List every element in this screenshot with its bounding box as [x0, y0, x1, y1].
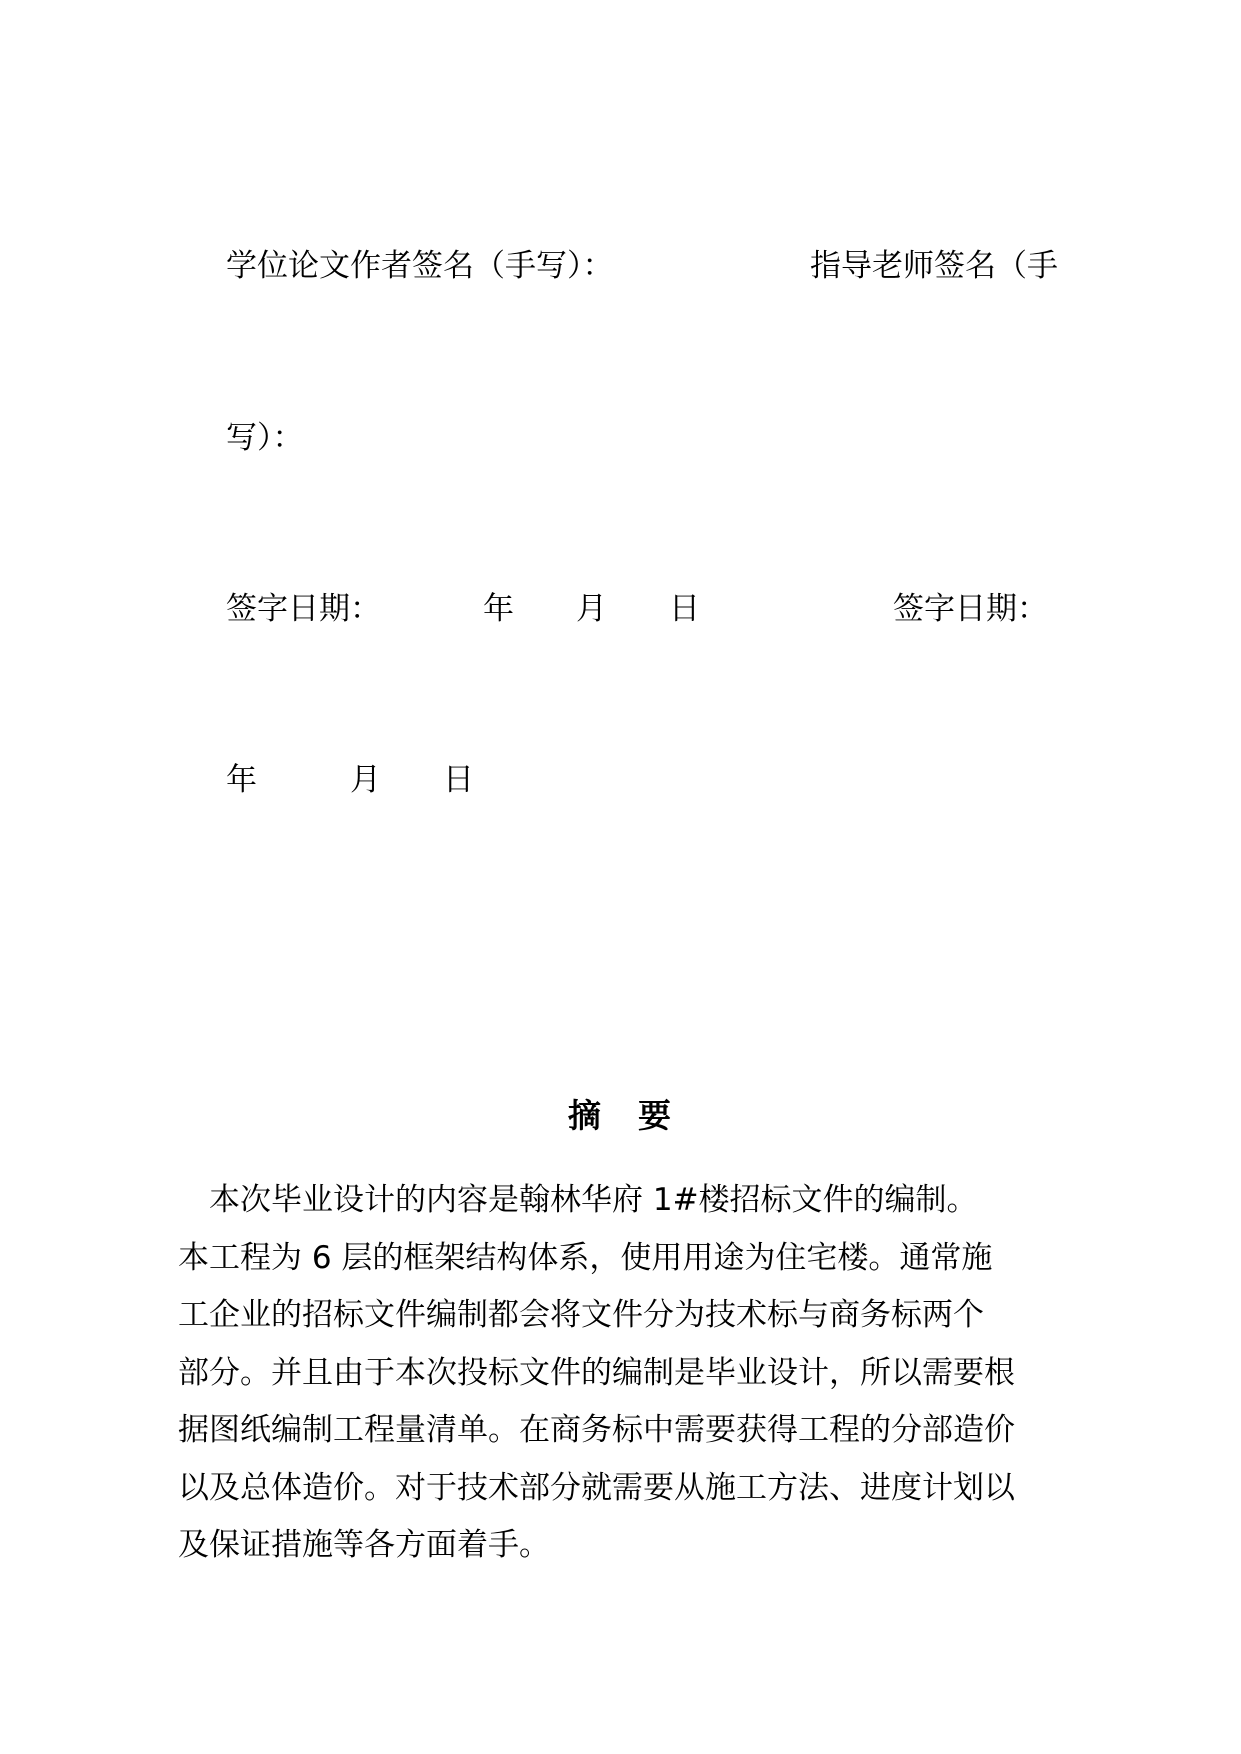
abstract-body: [178, 1172, 1078, 1575]
abstract-line: 本次毕业设计的内容是翰林华府 1#楼招标文件的编制。: [178, 1182, 978, 1218]
author-signature-label: 学位论文作者签名（手写）：: [226, 248, 614, 284]
abstract-line: 以及总体造价。对于技术部分就需要从施工方法、进度计划以: [178, 1469, 1015, 1506]
abstract-line: 部分。并且由于本次投标文件的编制是毕业设计，所以需要根: [178, 1354, 1015, 1391]
abstract-line: 及保证措施等各方面着手。: [178, 1527, 550, 1563]
advisor-signature-label-part2: 写）：: [226, 420, 304, 456]
advisor-signature-label-part1: 指导老师签名（手: [810, 248, 1058, 284]
sign-date-ymd-left: 年 月 日: [483, 591, 700, 627]
abstract-title: 摘 要: [568, 1096, 673, 1135]
sign-date-label-left: 签字日期：: [226, 591, 381, 627]
abstract-line: 本工程为 6 层的框架结构体系，使用用途为住宅楼。通常施: [178, 1239, 993, 1276]
abstract-line: 工企业的招标文件编制都会将文件分为技术标与商务标两个: [178, 1297, 984, 1333]
sign-date-ymd-right: 年 月 日: [226, 762, 474, 798]
sign-date-label-right: 签字日期：: [893, 591, 1048, 627]
abstract-line: 据图纸编制工程量清单。在商务标中需要获得工程的分部造价: [178, 1412, 1015, 1448]
